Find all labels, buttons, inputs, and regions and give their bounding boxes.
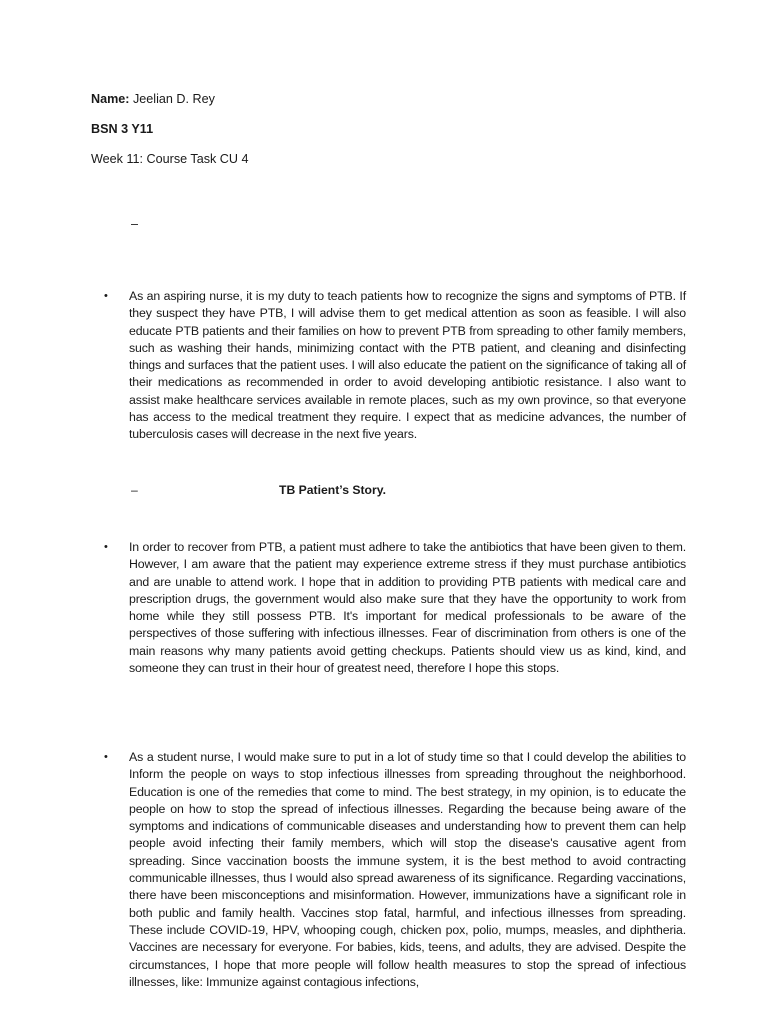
bullet-icon: • [104,751,108,763]
bullet-icon: • [104,541,108,553]
class-section: BSN 3 Y11 [91,122,154,136]
name-label: Name: [91,92,130,106]
student-name-line [91,91,215,107]
paragraph-text: As a student nurse, I would make sure to put in a lot of study time so that I could develop the abilities to Inform the people on ways to stop infectious illnesses from spreading throughout the neighborhood. Education is one of the remedies that come to mind. The best strategy, in my opinion, is to educate the people on how to stop the spread of infectious illnesses. Regarding the because being aware of the symptoms and indications of communicable diseases and understanding how to prevent them can help people avoid infecting their family members, which will stop the disease's causative agent from spreading. Since vaccination boosts the immune system, it is the best method to avoid contracting communicable illnesses, thus I would also spread awareness of its significance. Regarding vaccinations, there have been misconceptions and misinformation. However, immunizations have a significant role in both public and family health. Vaccines stop fatal, harmful, and infectious illnesses from spreading. These include COVID-19, HPV, whooping cough, chicken pox, polio, mumps, measles, and diphtheria. Vaccines are necessary for everyone. For babies, kids, teens, and adults, they are advised. Despite the circumstances, I hope that more people will follow health measures to stop the spread of infectious illnesses, like: Immunize against contagious infections, [129,750,686,989]
section-dash: – [131,217,139,231]
section-heading: TB Patient’s Story. [279,483,386,497]
paragraph-text: As an aspiring nurse, it is my duty to teach patients how to recognize the signs and symptoms of PTB. If they suspect they have PTB, I will advise them to get medical attention as soon as feasible. I will also educate PTB patients and their families on how to prevent PTB from spreading to other family members, such as washing their hands, minimizing contact with the PTB patient, and cleaning and disinfecting things and surfaces that the patient uses. I will also educate the patient on the significance of taking all of their medications as recommended in order to avoid developing antibiotic resistance. I also want to assist make healthcare services available in remote places, such as my own province, so that everyone has access to the medical treatment they require. I expect that as medicine advances, the number of tuberculosis cases will decrease in the next five years. [129,289,686,442]
section-dash: – [131,483,138,497]
paragraph-text: In order to recover from PTB, a patient must adhere to take the antibiotics that have been given to them. However, I am aware that the patient may experience extreme stress if they must purchase antibiotics and are unable to attend work. I hope that in addition to providing PTB patients with medical care and prescription drugs, the government would also make sure that they have the opportunity to work from home while they still possess PTB. It's important for medical professionals to be aware of the perspectives of those suffering with infectious illnesses. Fear of discrimination from others is one of the main reasons why many patients avoid getting checkups. Patients should view us as kind, kind, and someone they can trust in their hour of greatest need, therefore I hope this stops. [129,540,686,676]
bullet-icon: • [104,290,108,302]
student-name: Jeelian D. Rey [129,92,215,106]
course-task-title: Week 11: Course Task CU 4 [91,152,249,166]
